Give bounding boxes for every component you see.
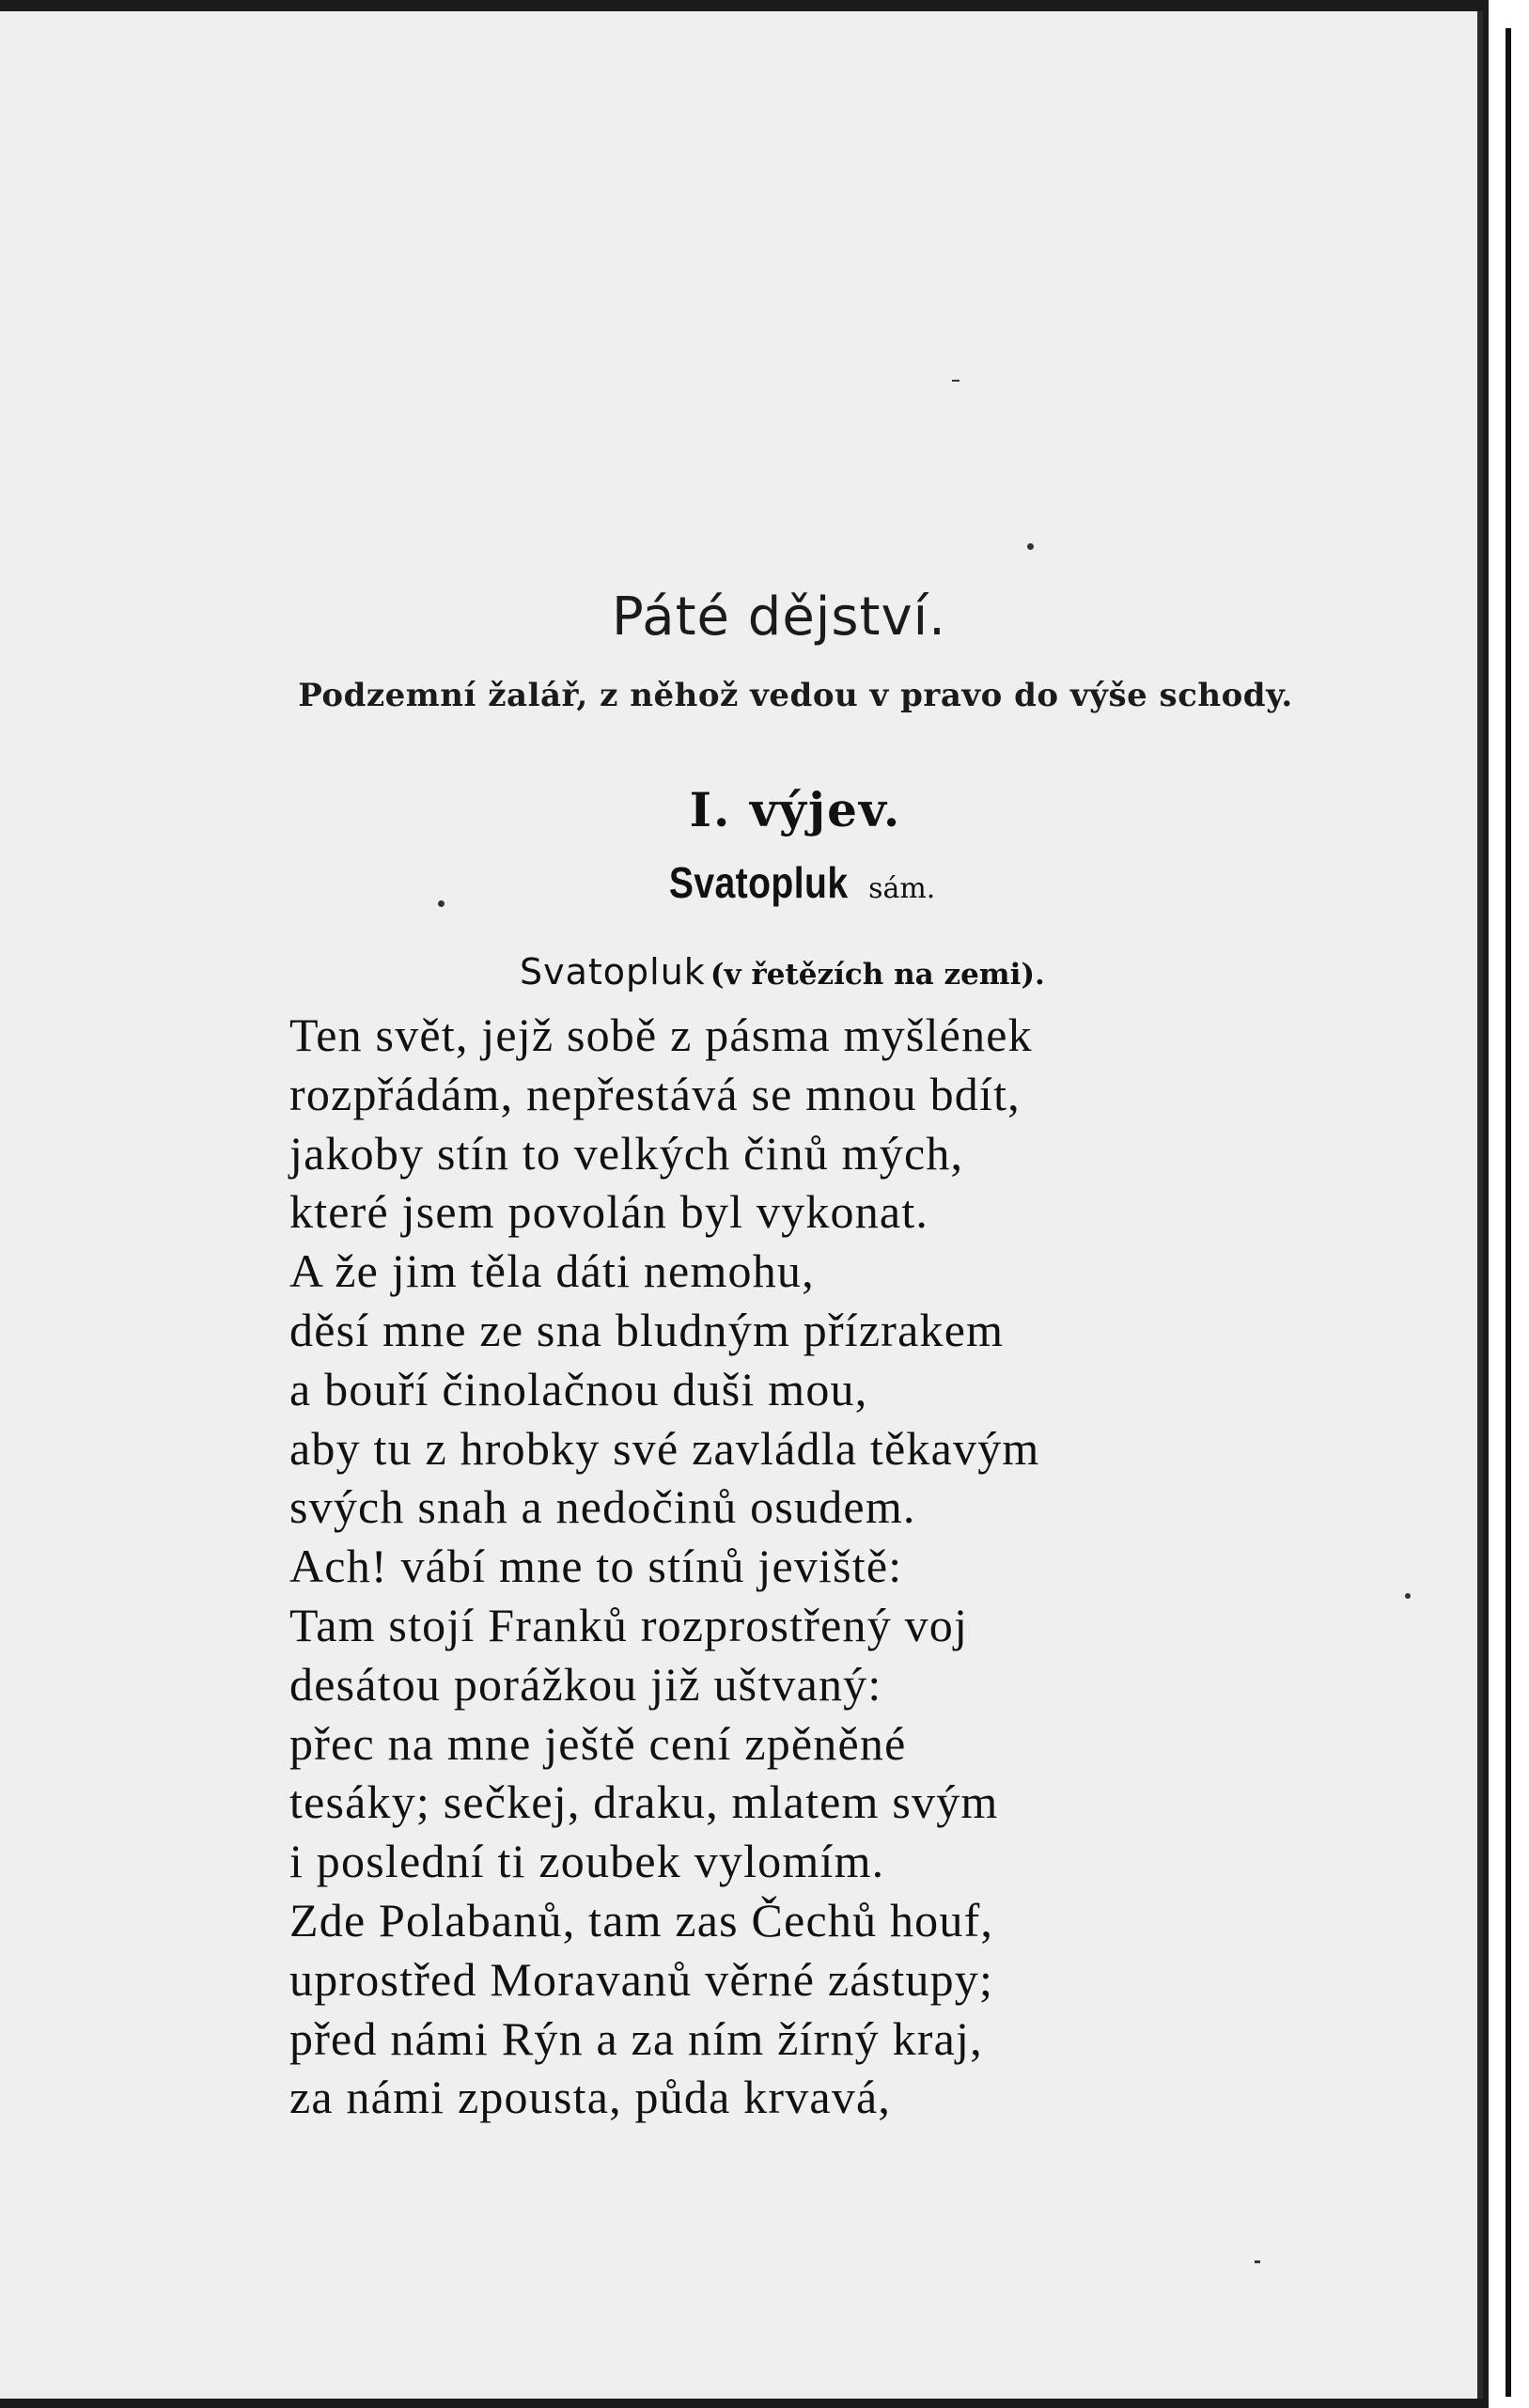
verse-line: přec na mne ještě cení zpěněné [289, 1716, 907, 1770]
verse-line: rozpřádám, nepřestává se mnou bdít, [289, 1067, 1021, 1120]
verse-line: a bouří činolačnou duši mou, [289, 1362, 868, 1415]
paper-speck [1405, 1593, 1411, 1599]
verse-block [289, 1006, 1229, 2127]
verse-line: aby tu z hrobky své zavládla těkavým [289, 1421, 1040, 1475]
book-page [0, 11, 1483, 2399]
paper-speck [1255, 2260, 1260, 2263]
stage-direction: (v řetězích na zemi). [710, 958, 1045, 992]
verse-line: Ach! vábí mne to stínů jeviště: [289, 1540, 903, 1593]
verse-line: uprostřed Moravanů věrné zástupy; [289, 1952, 994, 2006]
paper-speck [438, 900, 445, 907]
scene-person-name: Svatopluk [668, 858, 849, 907]
verse-line: před námi Rýn a za ním žírný kraj, [289, 2011, 983, 2065]
verse-line: desátou porážkou již uštvaný: [289, 1657, 882, 1711]
verse-line: svých snah a nedočinů osudem. [289, 1480, 916, 1534]
scene-title: I. výjev. [689, 782, 902, 837]
verse-line: Tam stojí Franků rozprostřený voj [289, 1598, 969, 1651]
speaker-name: Svatopluk [520, 951, 706, 993]
verse-line: i poslední ti zoubek vylomím. [289, 1835, 885, 1888]
act-title: Páté dějství. [612, 586, 946, 648]
verse-line: děsí mne ze sna bludným přízrakem [289, 1303, 1005, 1356]
scene-person-note: sám. [868, 872, 936, 905]
verse-line: jakoby stín to velkých činů mých, [289, 1126, 964, 1180]
verse-line: za námi zpousta, půda krvavá, [289, 2071, 892, 2124]
page-edge-bar [1506, 28, 1511, 2397]
verse-line: Zde Polabanů, tam zas Čechů houf, [289, 1893, 994, 1947]
paper-speck [1027, 543, 1034, 550]
adjacent-page-edge [1489, 0, 1529, 2408]
verse-line: A že jim těla dáti nemohu, [289, 1244, 815, 1298]
paper-speck [952, 380, 960, 382]
speaker-heading [520, 951, 1045, 993]
verse-line: tesáky; sečkej, draku, mlatem svým [289, 1775, 999, 1829]
verse-line: které jsem povolán byl vykonat. [289, 1185, 929, 1239]
stage-setting: Podzemní žalář, z něhož vedou v pravo do výše schody. [298, 677, 1293, 714]
scene-persons [0, 857, 1483, 908]
verse-line: Ten svět, jejž sobě z pásma myšlének [289, 1009, 1033, 1061]
